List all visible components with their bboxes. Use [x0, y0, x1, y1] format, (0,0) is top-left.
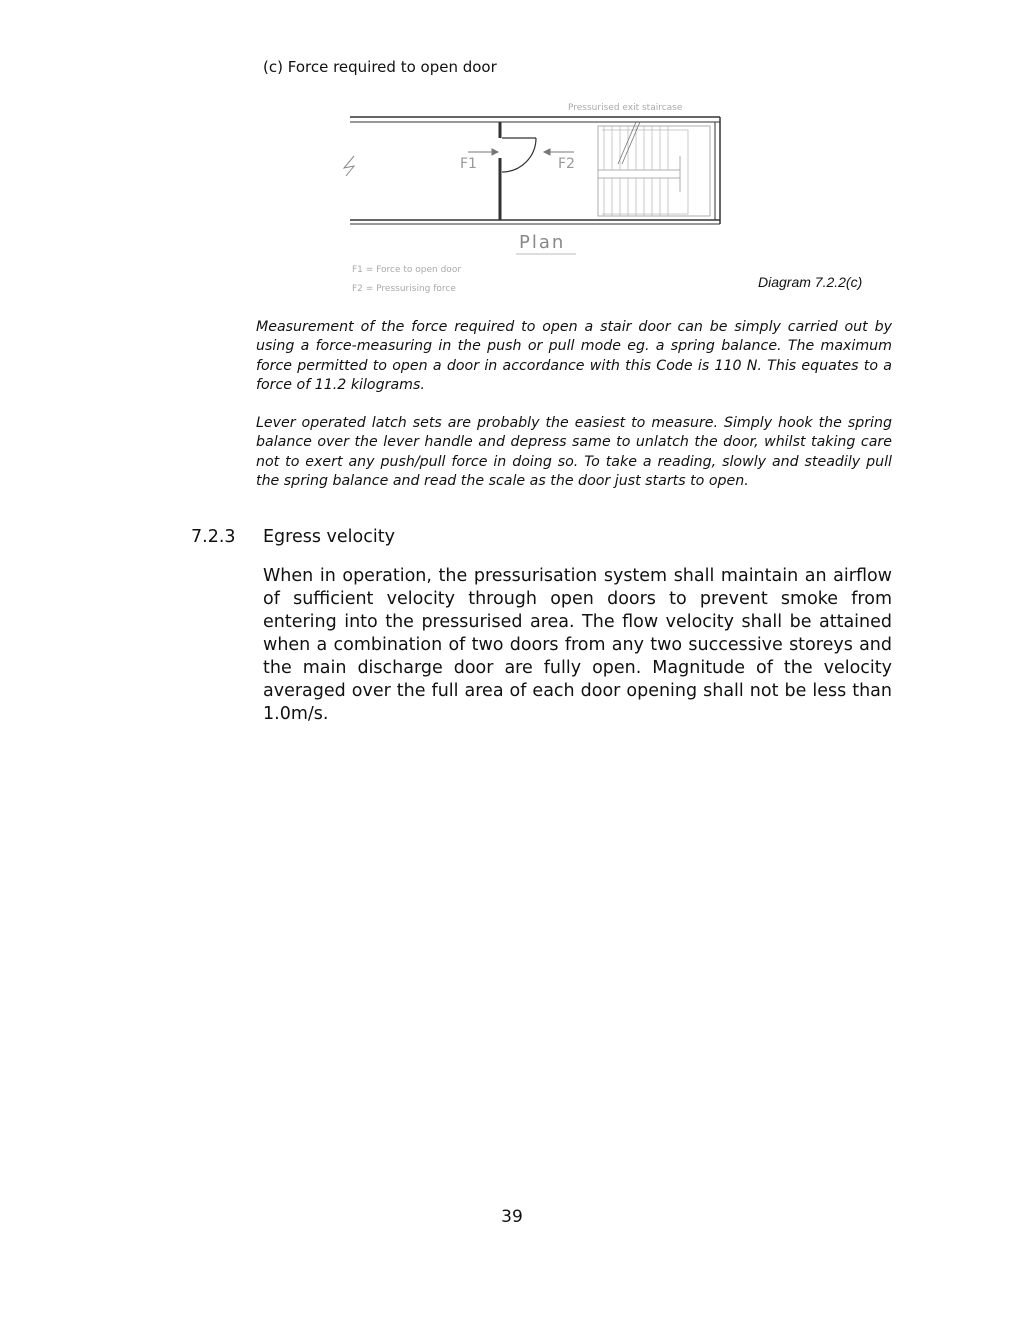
staircase-icon [598, 122, 710, 216]
stair-label: Pressurised exit staircase [568, 103, 683, 113]
plan-diagram [340, 96, 730, 296]
section-title: Egress velocity [263, 527, 395, 547]
section-body: When in operation, the pressurisation system shall maintain an airflow of sufficient velocity through open doors to prevent smoke from entering into the pressurised area. The flow velocity shall be attained when a combination of two doors from any two successive storeys and the main discharge door are fully open. Magnitude of the velocity averaged over the full area of each door opening shall not be less than 1.0m/s. [263, 566, 892, 724]
force-arrows [468, 149, 574, 155]
section-number: 7.2.3 [191, 527, 236, 547]
diagram-caption: Diagram 7.2.2(c) [758, 274, 863, 290]
lever-paragraph: Lever operated latch sets are probably the easiest to measure. Simply hook the spring balance over the lever handle and depress same to unlatch the door, whilst taking care not to exert any push/pull force in doing so. To take a reading, slowly and steadily pull the spring balance and read the scale as the door just starts to open. [256, 415, 892, 490]
measurement-paragraph: Measurement of the force required to open a stair door can be simply carried out by using a force-measuring in the push or pull mode eg. a spring balance. The maximum force permitted to open a door in accordance with this Code is 110 N. This equates to a force of 11.2 kilograms. [256, 319, 892, 394]
building-walls [344, 117, 720, 224]
f1-label: F1 [460, 156, 477, 172]
plan-label: Plan [519, 232, 566, 253]
f2-label: F2 [558, 156, 575, 172]
legend-f2: F2 = Pressurising force [352, 284, 456, 294]
subheading: (c) Force required to open door [263, 58, 497, 76]
door-swing-icon [502, 138, 536, 172]
legend-f1: F1 = Force to open door [352, 265, 462, 275]
page-number: 39 [501, 1207, 523, 1227]
